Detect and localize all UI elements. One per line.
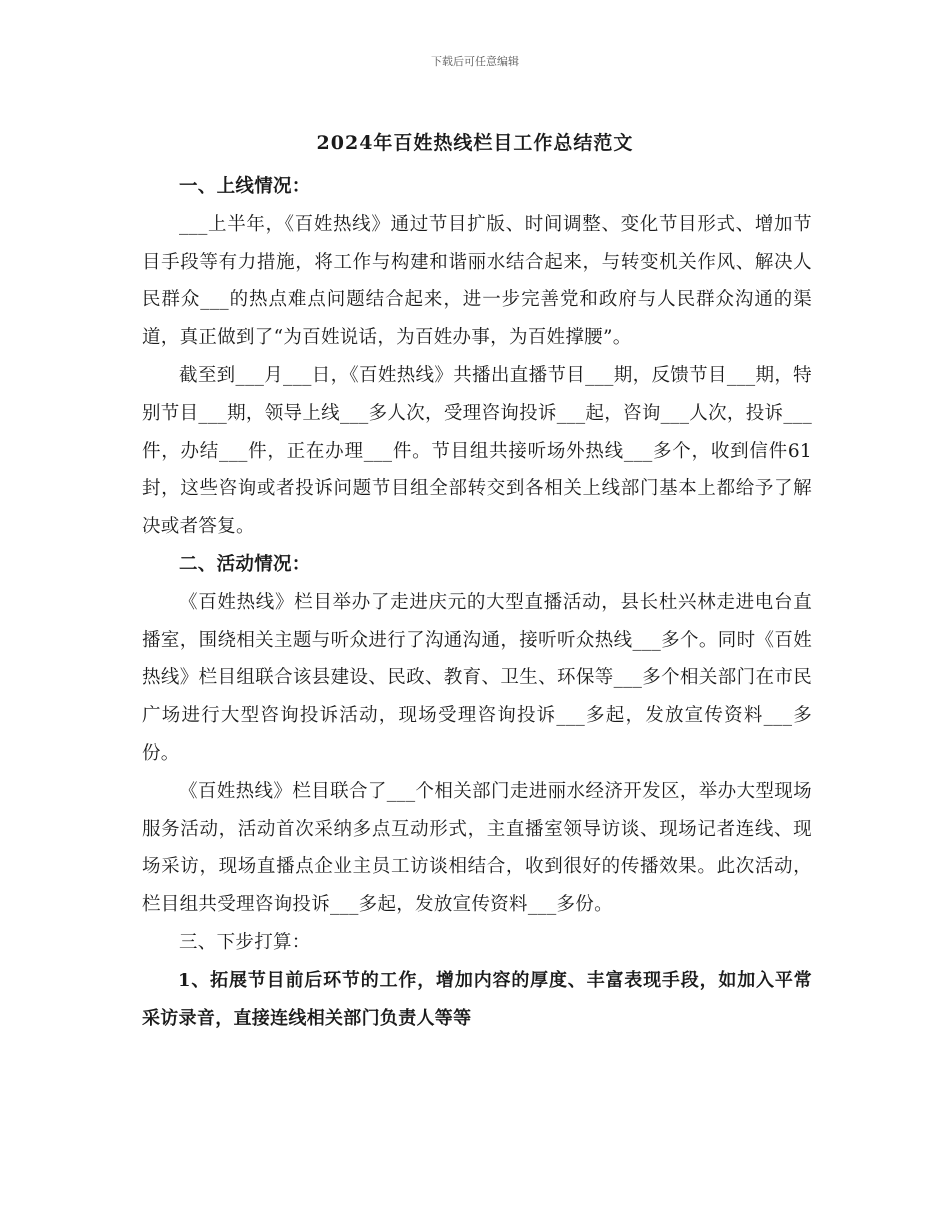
section-heading-1: 一、上线情况： [179,176,311,197]
paragraph: ___上半年，《百姓热线》通过节目扩版、时间调整、变化节目形式、增加节目手段等有力措施，将工作与构建和谐丽水结合起来，与转变机关作风、解决人民群众___的热点难点问题结合起来，进一步完善党和政府与人民群众沟通的渠道，真正做到了“为百姓说话，为百姓办事，为百姓撑腰”。 [142,213,812,349]
paragraph: 截至到___月___日，《百姓热线》共播出直播节目___期，反馈节目___期，特别节目___期，领导上线___多人次，受理咨询投诉___起，咨询___人次，投诉___件，办结___件，正在办理___件。节目组共接听场外热线___多个，收到信件61封，这些咨询或者投诉问题节目组全部转交到各相关上线部门基本上都给予了解决或者答复。 [142,364,812,538]
header-note: 下载后可任意编辑 [431,55,519,68]
paragraph: 《百姓热线》栏目举办了走进庆元的大型直播活动，县长杜兴林走进电台直播室，围绕相关主题与听众进行了沟通沟通，接听听众热线___多个。同时《百姓热线》栏目组联合该县建设、民政、教育、卫生、环保等___多个相关部门在市民广场进行大型咨询投诉活动，现场受理咨询投诉___多起，发放宣传资料___多份。 [142,591,812,764]
bold-paragraph: 1、拓展节目前后环节的工作，增加内容的厚度、丰富表现手段，如加入平常采访录音，直接连线相关部门负责人等等 [142,969,812,1029]
document-title: 2024年百姓热线栏目工作总结范文 [316,132,634,154]
paragraph: 《百姓热线》栏目联合了___个相关部门走进丽水经济开发区，举办大型现场服务活动，活动首次采纳多点互动形式，主直播室领导访谈、现场记者连线、现场采访，现场直播点企业主员工访谈相结合，收到很好的传播效果。此次活动，栏目组共受理咨询投诉___多起，发放宣传资料___多份。 [142,780,812,916]
document-body [142,168,812,1037]
section-heading-2: 二、活动情况： [179,553,311,575]
section-heading-3: 三、下步打算： [179,931,311,953]
